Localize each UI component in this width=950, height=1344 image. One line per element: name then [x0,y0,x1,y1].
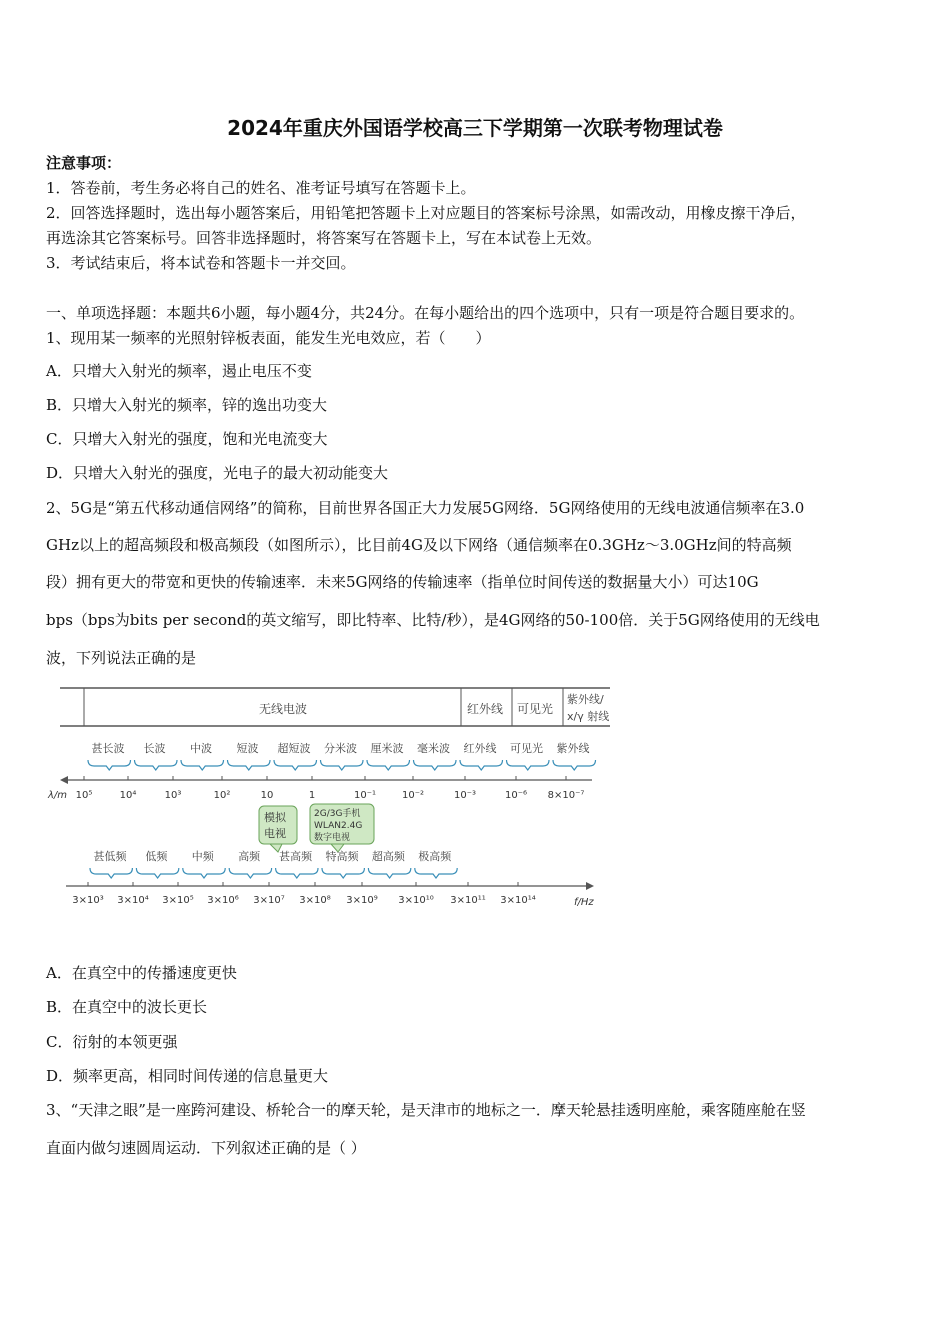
question-2-option-b: B．在真空中的波长更长 [46,998,208,1016]
notice-item: 2．回答选择题时，选出每小题答案后，用铅笔把答题卡上对应题目的答案标号涂黑，如需改动，用橡皮擦干净后， [46,204,806,222]
electromagnetic-spectrum-diagram [48,680,616,920]
lambda-tick-label: 10 [260,790,274,801]
lambda-tick-label: 10² [213,790,231,801]
frequency-axis-label: f/Hz [574,897,594,908]
page-title: 2024年重庆外国语学校高三下学期第一次联考物理试卷 [227,116,723,140]
wave-band-brace [367,760,410,770]
lambda-tick-label: 8×10⁻⁷ [547,790,585,801]
question-3-stem-line: 3、“天津之眼”是一座跨河建设、桥轮合一的摩天轮，是天津市的地标之一．摩天轮悬挂透明座舱，乘客随座舱在竖 [46,1101,806,1119]
callout-text: 数字电视 [314,833,351,843]
callout-text: 模拟 [264,811,286,824]
top-bar-label: 无线电波 [259,702,308,716]
top-bar-label: 红外线 [467,702,504,716]
frequency-band-label: 特高频 [325,850,359,863]
lambda-tick-label: 1 [308,790,316,801]
frequency-tick-label: 3×10⁹ [346,895,378,906]
frequency-tick-label: 3×10⁷ [253,895,285,906]
wave-band-label: 短波 [236,742,259,755]
question-1-option-d: D．只增大入射光的强度，光电子的最大初动能变大 [46,464,389,482]
top-bar-label: x/γ 射线 [567,710,610,723]
wave-band-label: 红外线 [463,742,497,755]
frequency-tick-label: 3×10¹⁰ [398,895,434,906]
frequency-tick-label: 3×10⁶ [207,895,239,906]
frequency-band-brace [229,868,271,878]
wave-band-brace [507,760,550,770]
section-heading: 一、单项选择题：本题共6小题，每小题4分，共24分。在每小题给出的四个选项中，只有一项是符合题目要求的。 [46,304,805,322]
top-bar-label: 可见光 [517,702,554,716]
notice-item: 再选涂其它答案标号。回答非选择题时，将答案写在答题卡上，写在本试卷上无效。 [46,229,602,247]
wave-band-brace [321,760,364,770]
lambda-tick-label: 10⁻¹ [353,790,377,801]
frequency-band-label: 中频 [191,850,214,863]
callout-text: 2G/3G手机 [314,809,361,819]
wave-band-label: 可见光 [510,742,543,755]
question-2-stem-line: 波，下列说法正确的是 [46,649,197,667]
frequency-band-brace [368,868,410,878]
callout-text: 电视 [264,827,286,840]
question-3-stem-line: 直面内做匀速圆周运动．下列叙述正确的是（ ） [46,1139,366,1157]
wave-band-brace [553,760,596,770]
frequency-band-brace [322,868,364,878]
frequency-band-brace [183,868,225,878]
callout-text: WLAN2.4G [314,821,363,831]
lambda-tick-label: 10⁵ [75,790,93,801]
frequency-band-label: 甚低频 [93,850,127,863]
question-2-option-a: A．在真空中的传播速度更快 [46,964,237,982]
wave-band-brace [135,760,178,770]
frequency-band-label: 甚高频 [279,850,313,863]
lambda-tick-label: 10⁻⁶ [504,790,528,801]
top-bar-label: 紫外线/ [567,693,604,706]
question-2-stem-line: 2、5G是“第五代移动通信网络”的简称，目前世界各国正大力发展5G网络．5G网络使用的无线电波通信频率在3.0 [46,499,805,517]
wave-band-brace [181,760,224,770]
frequency-tick-label: 3×10⁸ [299,895,331,906]
wave-band-label: 厘米波 [370,742,404,755]
frequency-band-label: 超高频 [371,850,405,863]
question-1-stem: 1、现用某一频率的光照射锌板表面，能发生光电效应，若（ ） [46,329,491,347]
notice-item: 3．考试结束后，将本试卷和答题卡一并交回。 [46,254,356,272]
lambda-tick-label: 10⁻³ [453,790,477,801]
wave-band-brace [88,760,131,770]
frequency-tick-label: 3×10¹⁴ [500,895,536,906]
notice-heading: 注意事项： [46,154,122,172]
frequency-tick-label: 3×10³ [72,895,104,906]
frequency-tick-label: 3×10⁴ [117,895,149,906]
wave-band-brace [228,760,271,770]
question-2-stem-line: GHz以上的超高频段和极高频段（如图所示），比目前4G及以下网络（通信频率在0.3GHz～3.0GHz间的特高频 [46,536,792,554]
lambda-tick-label: 10⁴ [119,790,137,801]
frequency-tick-label: 3×10¹¹ [450,895,486,906]
wave-band-brace [274,760,317,770]
frequency-band-label: 低频 [145,850,168,863]
question-2-stem-line: bps（bps为bits per second的英文缩写，即比特率、比特/秒），是4G网络的50-100倍．关于5G网络使用的无线电 [46,611,820,629]
lambda-tick-label: 10⁻² [401,790,425,801]
wave-band-label: 中波 [190,742,212,755]
frequency-band-brace [276,868,318,878]
frequency-band-label: 高频 [238,850,261,863]
lambda-tick-label: 10³ [164,790,182,801]
wave-band-brace [460,760,503,770]
question-2-option-c: C．衍射的本领更强 [46,1033,178,1051]
lambda-axis-label: λ/m [48,790,68,801]
question-2-stem-line: 段）拥有更大的带宽和更快的传输速率．未来5G网络的传输速率（指单位时间传送的数据量大小）可达10G [46,573,759,591]
frequency-band-label: 极高频 [418,850,452,863]
frequency-band-brace [90,868,132,878]
wave-band-brace [414,760,457,770]
wave-band-label: 长波 [143,742,166,755]
question-1-option-b: B．只增大入射光的频率，锌的逸出功变大 [46,396,328,414]
question-1-option-c: C．只增大入射光的强度，饱和光电流变大 [46,430,328,448]
wave-band-label: 甚长波 [91,742,125,755]
wave-band-label: 超短波 [277,742,311,755]
question-1-option-a: A．只增大入射光的频率，遏止电压不变 [46,362,312,380]
wave-band-label: 毫米波 [417,742,450,755]
notice-item: 1．答卷前，考生务必将自己的姓名、准考证号填写在答题卡上。 [46,179,476,197]
frequency-tick-label: 3×10⁵ [162,895,194,906]
question-2-option-d: D．频率更高，相同时间传递的信息量更大 [46,1067,329,1085]
wave-band-label: 紫外线 [556,742,590,755]
frequency-band-brace [136,868,178,878]
frequency-band-brace [415,868,457,878]
wave-band-label: 分米波 [324,742,357,755]
